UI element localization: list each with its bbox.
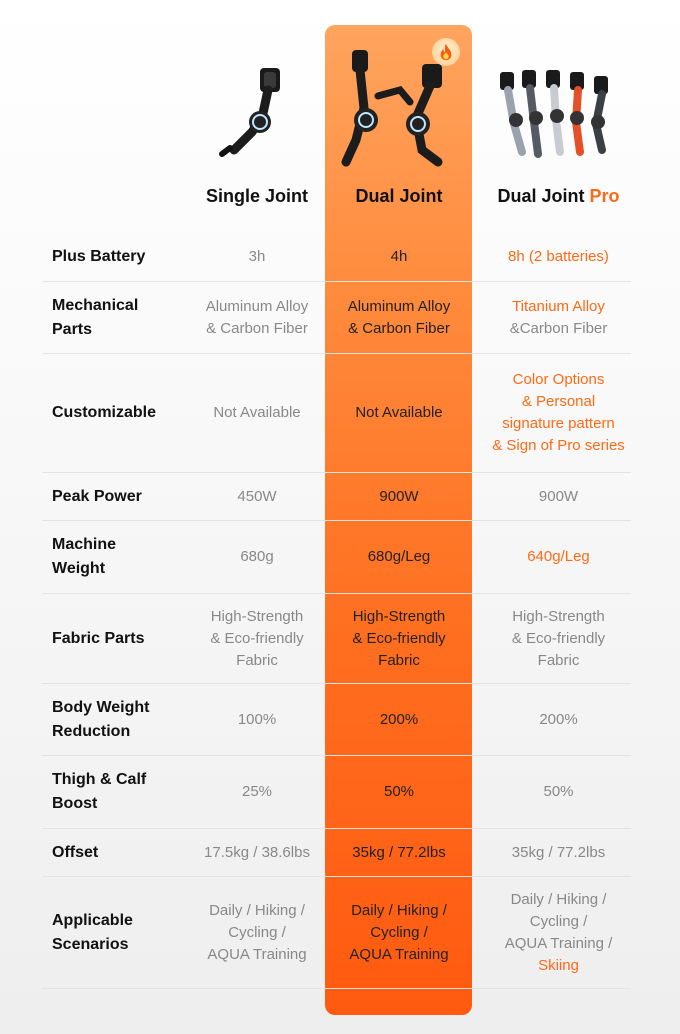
table-row-thigh-calf-boost: [0, 756, 680, 828]
cell-line: High-Strength: [352, 607, 446, 625]
header-dual-joint: [327, 183, 471, 209]
row-label: Applicable Scenarios: [52, 911, 133, 953]
cell-single-joint: 3h: [248, 248, 266, 265]
cell-dual-joint-pro: 900W: [538, 487, 579, 505]
cell-single-joint: [187, 877, 327, 988]
table-row-applicable-scenarios: [0, 877, 680, 988]
cell-line: Aluminum Alloy: [205, 297, 309, 315]
cell-dual-joint-pro: [476, 282, 641, 353]
header-pro-label: Pro: [589, 185, 620, 206]
cell-single-joint: 450W: [237, 487, 277, 505]
cell-line: AQUA Training /: [504, 934, 613, 952]
cell-dual-joint: [327, 877, 471, 988]
cell-line: Fabric: [378, 651, 420, 669]
cell-dual-joint-pro: [476, 877, 641, 988]
cell-dual-joint: 50%: [383, 783, 415, 800]
cell-line: Cycling /: [529, 912, 588, 930]
cell-line: High-Strength: [512, 607, 605, 625]
cell-line: Fabric: [236, 651, 278, 669]
row-label: Peak Power: [52, 487, 142, 505]
cell-dual-joint-pro: 50%: [543, 783, 574, 800]
dual-joint-pro-product-image: [492, 64, 626, 162]
cell-dual-joint-pro: 640g/Leg: [527, 548, 590, 565]
row-label: Offset: [52, 843, 99, 861]
cell-line: & Eco-friendly: [210, 629, 304, 647]
cell-dual-joint: Not Available: [355, 404, 443, 421]
cell-dual-joint-pro: 8h (2 batteries): [508, 248, 609, 265]
row-divider: [42, 988, 631, 989]
cell-single-joint: 17.5kg / 38.6lbs: [204, 843, 310, 861]
table-row-mechanical-parts: [0, 282, 680, 353]
cell-line: &Carbon Fiber: [509, 319, 608, 337]
cell-line: Cycling /: [370, 923, 428, 941]
cell-dual-joint: 35kg / 77.2lbs: [352, 843, 446, 861]
row-label: Customizable: [52, 404, 157, 421]
table-row-fabric-parts: [0, 594, 680, 683]
table-row-body-weight-reduction: [0, 684, 680, 755]
cell-single-joint: [187, 282, 327, 353]
cell-line: Daily / Hiking /: [510, 890, 607, 908]
cell-line: Skiing: [538, 956, 579, 974]
table-row-customizable: [0, 354, 680, 472]
header-single-joint: [187, 183, 327, 209]
table-row-machine-weight: [0, 521, 680, 593]
cell-single-joint: Not Available: [213, 404, 301, 421]
cell-line: Titanium Alloy: [512, 297, 605, 315]
cell-dual-joint: [327, 594, 471, 683]
cell-dual-joint-pro: [476, 594, 641, 683]
cell-single-joint: [187, 594, 327, 683]
row-label: Thigh & Calf Boost: [52, 771, 147, 812]
cell-line: Aluminum Alloy: [347, 297, 451, 315]
row-label: Fabric Parts: [52, 629, 145, 647]
cell-dual-joint-pro: 200%: [539, 710, 578, 728]
cell-line: AQUA Training: [349, 945, 449, 963]
cell-line: & Sign of Pro series: [492, 437, 625, 454]
cell-single-joint: 100%: [237, 710, 277, 728]
header-dual-joint-pro: [476, 183, 641, 209]
row-label: Body Weight Reduction: [52, 698, 150, 740]
table-row-plus-battery: [0, 233, 680, 281]
single-joint-product-image: [212, 62, 292, 162]
cell-line: Color Options: [512, 371, 605, 388]
cell-line: & Carbon Fiber: [206, 319, 308, 337]
header-label: Single Joint: [205, 185, 308, 206]
header-label: Dual Joint: [497, 185, 585, 206]
cell-line: Cycling /: [228, 923, 286, 941]
row-label: Plus Battery: [52, 248, 146, 265]
header-label: Dual Joint: [355, 185, 443, 206]
table-row-peak-power: [0, 473, 680, 520]
cell-dual-joint-pro: [476, 354, 641, 472]
cell-line: & Personal: [521, 393, 596, 410]
cell-line: & Carbon Fiber: [348, 319, 450, 337]
cell-dual-joint: 680g/Leg: [367, 548, 431, 565]
row-label: Machine Weight: [52, 536, 117, 577]
cell-dual-joint: [327, 282, 471, 353]
cell-line: Daily / Hiking /: [209, 901, 305, 919]
cell-line: & Eco-friendly: [511, 629, 606, 647]
cell-line: & Eco-friendly: [352, 629, 446, 647]
cell-line: Fabric: [537, 651, 580, 669]
cell-single-joint: 25%: [241, 783, 273, 800]
cell-dual-joint: 900W: [379, 487, 419, 505]
cell-single-joint: 680g: [240, 548, 274, 565]
fire-icon: [432, 38, 460, 66]
cell-line: Daily / Hiking /: [351, 901, 447, 919]
cell-line: signature pattern: [502, 415, 615, 432]
row-label: Mechanical Parts: [52, 296, 139, 338]
cell-line: High-Strength: [210, 607, 304, 625]
cell-dual-joint: 200%: [379, 710, 419, 728]
table-row-offset: [0, 829, 680, 876]
cell-line: AQUA Training: [207, 945, 307, 963]
cell-dual-joint-pro: 35kg / 77.2lbs: [511, 843, 606, 861]
cell-dual-joint: 4h: [390, 248, 408, 265]
